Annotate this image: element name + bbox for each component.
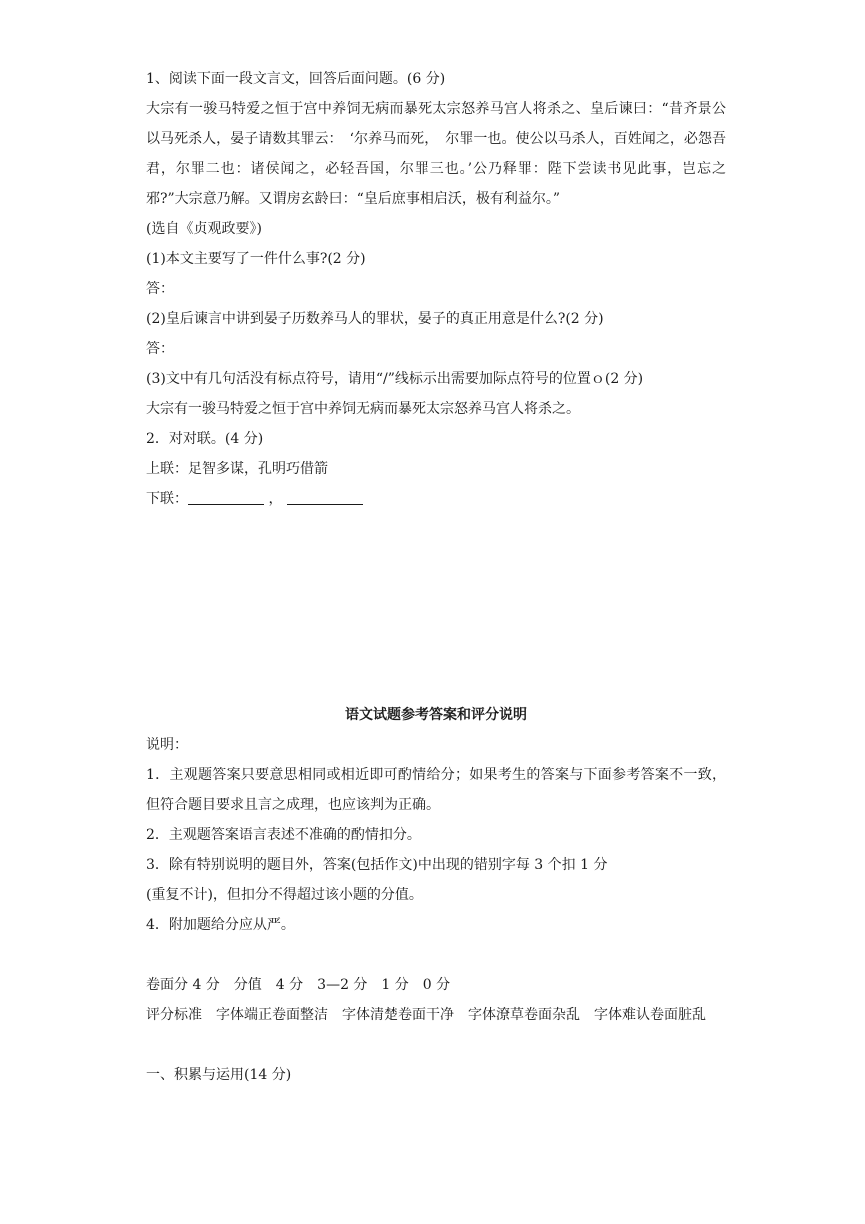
spacer [146,514,726,700]
answer-label-2: 答： [146,341,174,357]
question-1-heading: 1、阅读下面一段文言文，回答后面问题。(6 分) [146,71,446,87]
spacer [146,1030,726,1060]
answer-blank-1 [188,490,264,505]
answer-key-title: 语文试题参考答案和评分说明 [345,707,527,723]
note-item-1: 1．主观题答案只要意思相同或相近即可酌情给分；如果考生的答案与下面参考答案不一致，但符合题目要求且言之成理，也应该判为正确。 [146,767,726,813]
answer-blank-2 [287,490,363,505]
notes-label: 说明： [146,737,188,753]
couplet-upper: 上联：足智多谋，孔明巧借箭 [146,461,328,477]
criteria-row: 评分标准 字体端正卷面整洁 字体清楚卷面干净 字体潦草卷面杂乱 字体难认卷面脏乱 [146,1007,706,1023]
couplet-lower [146,484,726,514]
note-item-4: 4．附加题给分应从严。 [146,917,295,933]
answer-label-1: 答： [146,281,174,297]
spacer [146,940,726,970]
couplet-comma: ， [268,491,283,507]
sub-question-3: (3)文中有几句活没有标点符号，请用“/”线标示出需要加际点符号的位置ｏ(2 分) [146,371,644,387]
classical-passage: 大宗有一骏马特爱之恒于宫中养饲无病而暴死太宗怒养马宫人将杀之、皇后谏曰：“昔齐景公以马死杀人，晏子请数其罪云： ‘尔养马而死， 尔罪一也。使公以马杀人，百姓闻之，必怨吾君，尔罪二也：诸侯闻之，必轻吾国，尔罪三也。’公乃释罪：陛下尝读书见此事，岂忘之邪?”大宗意乃解。又谓房玄龄曰：“皇后庶事相启沃，极有利益尔。” [146,101,726,207]
question-2-heading: 2．对对联。(4 分) [146,431,264,447]
score-row: 卷面分 4 分 分值 4 分 3—2 分 1 分 0 分 [146,977,451,993]
note-item-3b: (重复不计)，但扣分不得超过该小题的分值。 [146,887,423,903]
passage-source: (选自《贞观政要》) [146,221,262,237]
sub-question-2: (2)皇后谏言中讲到晏子历数养马人的罪状，晏子的真正用意是什么?(2 分) [146,311,604,327]
part-1-heading: 一、积累与运用(14 分) [146,1067,292,1083]
sub-question-1: (1)本文主要写了一件什么事?(2 分) [146,251,366,267]
document-page [146,64,726,1090]
couplet-lower-label: 下联： [146,491,188,507]
note-item-3a: 3．除有特别说明的题目外，答案(包括作文)中出现的错别字每 3 个扣 1 分 [146,857,608,873]
note-item-2: 2．主观题答案语言表述不准确的酌情扣分。 [146,827,421,843]
sub-question-3-text: 大宗有一骏马特爱之恒于宫中养饲无病而暴死太宗怒养马宫人将杀之。 [146,401,580,417]
